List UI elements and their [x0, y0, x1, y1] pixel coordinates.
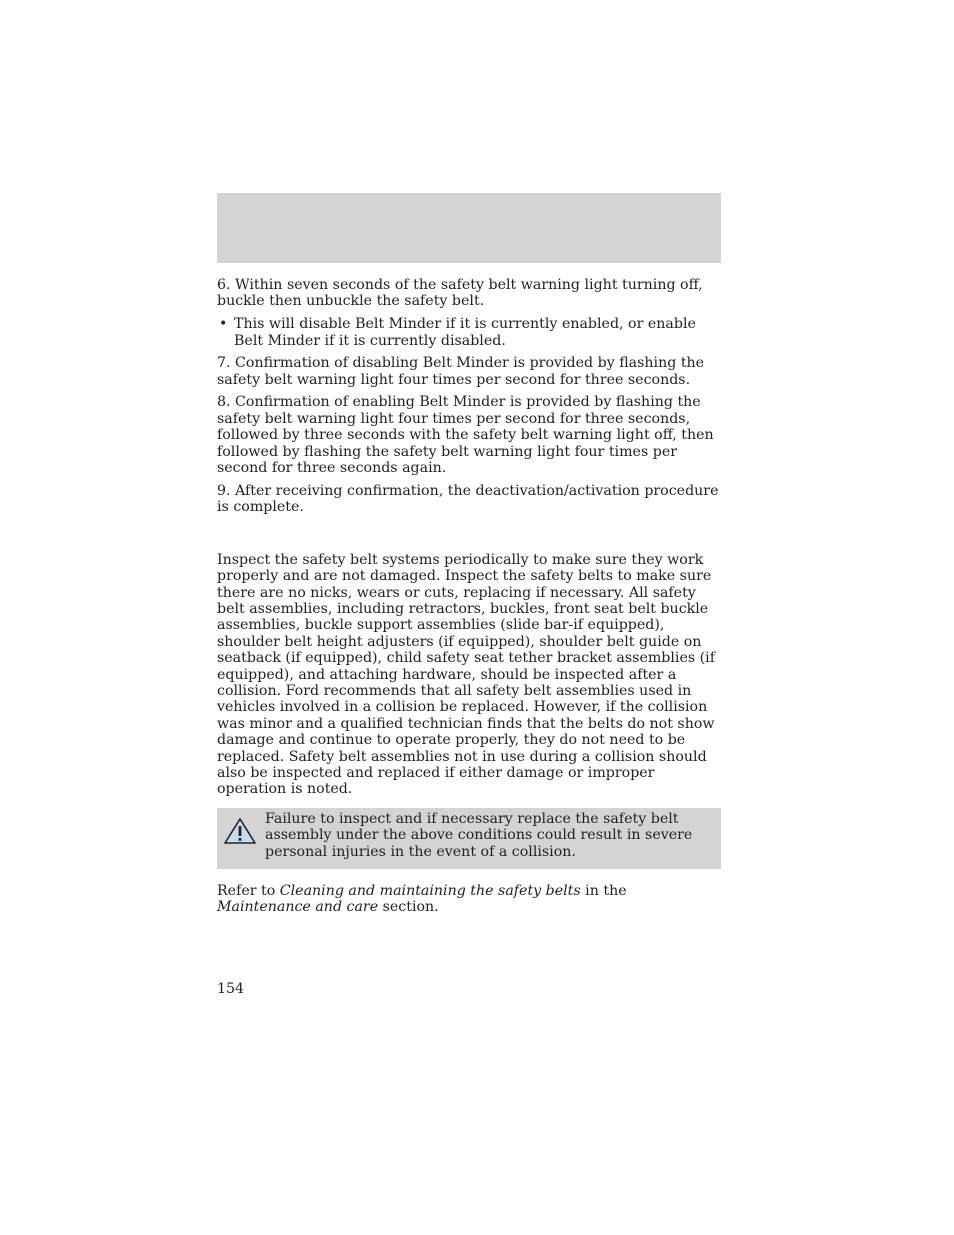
reference-cleaning-link: Cleaning and maintaining the safety belts: [279, 882, 581, 899]
bullet-text: This will disable Belt Minder if it is currently enabled, or enable Belt Minder if it is currently disabled.: [234, 316, 696, 349]
warning-box: [217, 808, 721, 869]
reference-middle: in the: [580, 882, 627, 899]
reference-suffix: section.: [378, 899, 439, 916]
step-9: 9. After receiving confirmation, the deactivation/activation procedure is complete.: [217, 482, 719, 516]
page-content: [217, 277, 721, 922]
inspection-paragraph: Inspect the safety belt systems periodically to make sure they work properly and are not damaged. Inspect the safety belts to make sure there are no nicks, wears or cuts, replacing if necessary. All safety belt assemblies, including retractors, buckles, front seat belt buckle assemblies, buckle support assemblies (slide bar-if equipped), shoulder belt height adjusters (if equipped), shoulder belt guide on seatback (if equipped), child safety seat tether bracket assemblies (if equipped), and attaching hardware, should be inspected after a collision. Ford recommends that all safety belt assemblies used in vehicles involved in a collision be replaced. However, if the collision was minor and a qualified technician finds that the belts do not show damage and continue to operate properly, they do not need to be replaced. Safety belt assemblies not in use during a collision should also be inspected and replaced if either damage or improper operation is noted.: [217, 551, 715, 798]
step-7: 7. Confirmation of disabling Belt Minder is provided by flashing the safety belt warning light four times per second for three seconds.: [217, 355, 705, 388]
section-gap: [217, 522, 721, 552]
reference-maintenance-section: Maintenance and care: [217, 899, 379, 916]
warning-text: Failure to inspect and if necessary replace the safety belt assembly under the above conditions could result in severe personal injuries in the event of a collision.: [265, 810, 693, 860]
reference-line: [217, 883, 721, 916]
reference-prefix: Refer to: [217, 882, 280, 899]
step-8: 8. Confirmation of enabling Belt Minder is provided by flashing the safety belt warning light four times per second for three seconds, followed by three seconds with the safety belt warning light off, then followed by flashing the safety belt warning light four times per second for three seconds again.: [217, 394, 714, 476]
page-number: 154: [217, 981, 245, 997]
warning-triangle-icon: [223, 817, 257, 845]
bullet-marker: •: [219, 316, 228, 333]
step-6: 6. Within seven seconds of the safety belt warning light turning off, buckle then unbuckle the safety belt.: [217, 277, 703, 310]
step-6-bullet: [217, 316, 721, 349]
section-header-band: [217, 193, 721, 263]
